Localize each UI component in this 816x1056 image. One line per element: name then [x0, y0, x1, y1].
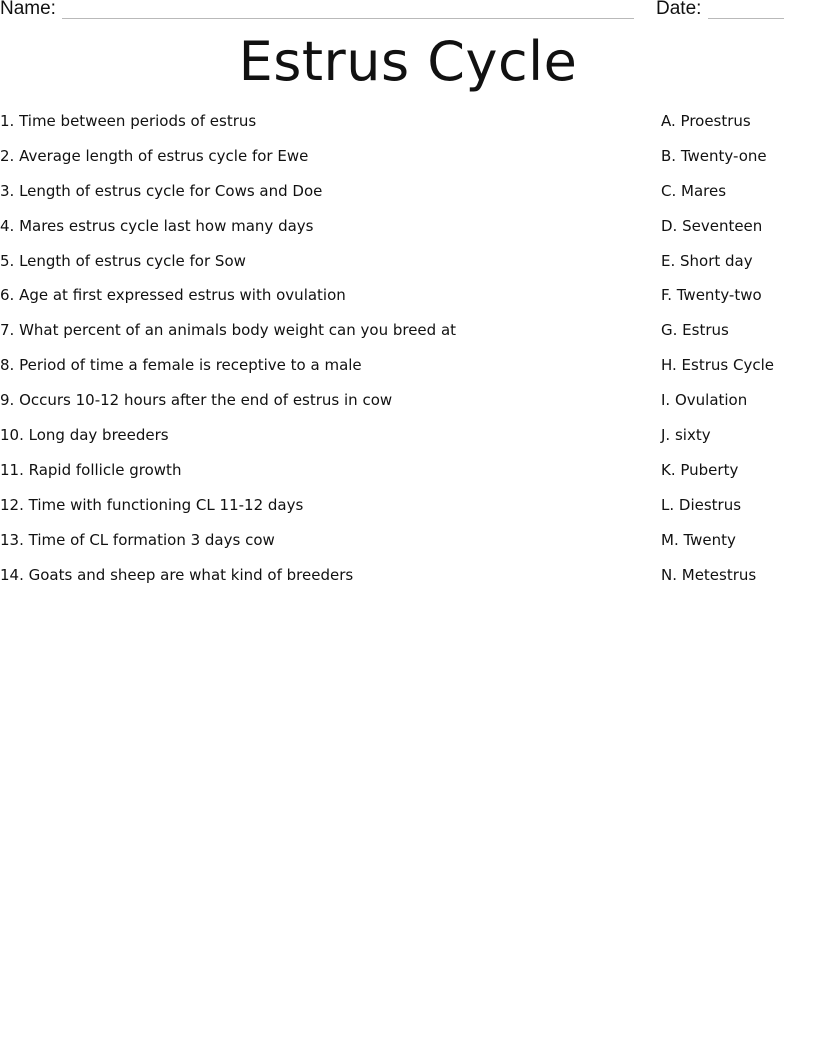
- name-blank-line: [62, 18, 634, 19]
- answer-item: A. Proestrus: [661, 112, 751, 130]
- answer-item: F. Twenty-two: [661, 286, 762, 305]
- answer-item: D. Seventeen: [661, 216, 763, 235]
- answer-item: M. Twenty: [661, 530, 736, 549]
- answer-item: H. Estrus Cycle: [661, 356, 774, 375]
- question-item: 6. Age at first expressed estrus with ovulation: [0, 286, 346, 305]
- answer-item: N. Metestrus: [661, 565, 757, 584]
- answer-item: J. sixty: [661, 426, 711, 445]
- question-list: [0, 111, 620, 599]
- question-item: 8. Period of time a female is receptive to a male: [0, 356, 362, 375]
- question-item: 3. Length of estrus cycle for Cows and Doe: [0, 181, 323, 200]
- question-item: 7. What percent of an animals body weight can you breed at: [0, 321, 457, 340]
- answer-list: [661, 111, 811, 599]
- answer-item: I. Ovulation: [661, 391, 748, 410]
- question-item: 14. Goats and sheep are what kind of breeders: [0, 565, 354, 584]
- answer-item: B. Twenty-one: [661, 146, 767, 165]
- answer-item: K. Puberty: [661, 460, 739, 479]
- name-label: Name:: [0, 0, 56, 19]
- answer-item: L. Diestrus: [661, 495, 742, 514]
- question-item: 1. Time between periods of estrus: [0, 112, 257, 130]
- worksheet-title: Estrus Cycle: [238, 30, 578, 93]
- question-item: 2. Average length of estrus cycle for Ewe: [0, 146, 309, 165]
- worksheet-header: [0, 0, 816, 22]
- answer-item: G. Estrus: [661, 321, 729, 340]
- question-item: 5. Length of estrus cycle for Sow: [0, 251, 246, 270]
- question-item: 9. Occurs 10-12 hours after the end of estrus in cow: [0, 391, 393, 410]
- question-item: 10. Long day breeders: [0, 426, 169, 445]
- question-item: 12. Time with functioning CL 11-12 days: [0, 495, 304, 514]
- question-item: 4. Mares estrus cycle last how many days: [0, 216, 314, 235]
- date-label: Date:: [656, 0, 702, 19]
- question-item: 11. Rapid follicle growth: [0, 460, 182, 479]
- date-blank-line: [708, 18, 784, 19]
- answer-item: C. Mares: [661, 181, 727, 200]
- answer-item: E. Short day: [661, 251, 753, 270]
- question-item: 13. Time of CL formation 3 days cow: [0, 530, 275, 549]
